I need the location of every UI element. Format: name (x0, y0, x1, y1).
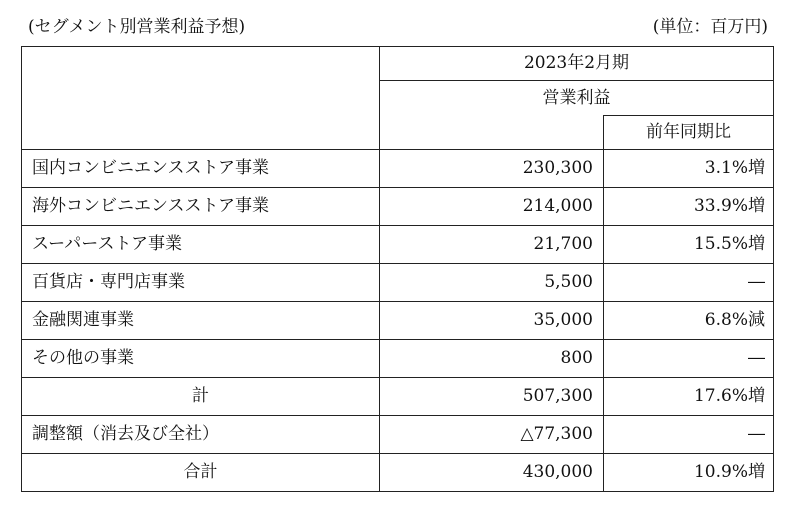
segment-name: 金融関連事業 (22, 302, 380, 340)
segment-profit-table (21, 46, 774, 492)
subtotal-value: 507,300 (380, 378, 604, 416)
operating-profit-value: 5,500 (380, 264, 604, 302)
yoy-header: 前年同期比 (604, 116, 774, 150)
unit-label: (単位：百万円) (652, 17, 768, 37)
operating-profit-value: 230,300 (380, 150, 604, 188)
operating-profit-value: 800 (380, 340, 604, 378)
segment-name: 海外コンビニエンスストア事業 (22, 188, 380, 226)
table-row (22, 264, 774, 302)
total-value: 430,000 (380, 454, 604, 492)
yoy-change: 15.5%増 (604, 226, 774, 264)
adjustment-value: △77,300 (380, 416, 604, 454)
adjustment-row (22, 416, 774, 454)
adjustment-yoy-change: ― (604, 416, 774, 454)
table-row (22, 302, 774, 340)
table-row (22, 150, 774, 188)
period-header: 2023年2月期 (380, 47, 774, 81)
yoy-change: 33.9%増 (604, 188, 774, 226)
segment-name: スーパーストア事業 (22, 226, 380, 264)
yoy-change: 6.8%減 (604, 302, 774, 340)
subtotal-yoy-change: 17.6%増 (604, 378, 774, 416)
table-row (22, 226, 774, 264)
yoy-change: 3.1%増 (604, 150, 774, 188)
subtotal-label: 計 (22, 378, 380, 416)
header-row-period (22, 47, 774, 81)
operating-profit-value: 214,000 (380, 188, 604, 226)
table-row (22, 188, 774, 226)
segment-name: 国内コンビニエンスストア事業 (22, 150, 380, 188)
table-row (22, 340, 774, 378)
yoy-change: ― (604, 340, 774, 378)
metric-header-spacer (380, 116, 604, 150)
yoy-change: ― (604, 264, 774, 302)
subtotal-row (22, 378, 774, 416)
total-yoy-change: 10.9%増 (604, 454, 774, 492)
adjustment-label: 調整額（消去及び全社） (22, 416, 380, 454)
header-empty-cell (22, 47, 380, 150)
operating-profit-value: 35,000 (380, 302, 604, 340)
operating-profit-value: 21,700 (380, 226, 604, 264)
metric-header: 営業利益 (380, 81, 774, 116)
total-row (22, 454, 774, 492)
table-caption: (セグメント別営業利益予想) (28, 17, 246, 37)
total-label: 合計 (22, 454, 380, 492)
segment-name: 百貨店・専門店事業 (22, 264, 380, 302)
segment-name: その他の事業 (22, 340, 380, 378)
